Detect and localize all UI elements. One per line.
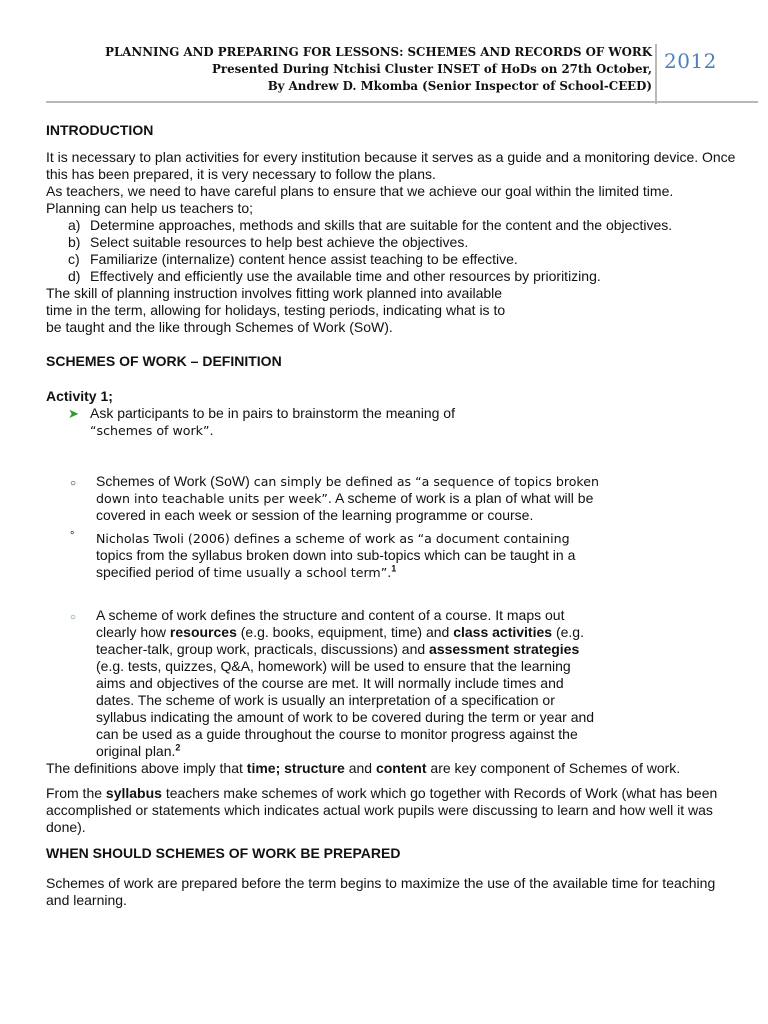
intro-para-1: It is necessary to plan activities for every institution because it serves as a guide and a monitoring device. Once this has been prepared, it is very necessary to follow the plans.: [46, 149, 736, 182]
activity-heading: Activity 1;: [46, 388, 113, 404]
list-item: [46, 268, 736, 285]
definition-bullet-3: ○ A scheme of work defines the structure and content of a course. It maps out clearly how resources (e.g. books, equipment, time) and class activities (e.g. teacher-talk, group work, practicals, discussions) and assessment strategies (e.g. tests, quizzes, Q&A, homework) will be used to ensure that the learning aims and objectives of the course are met. It will normally include times and dates. The scheme of work is usually an interpretation of a specification or syllabus indicating the amount of work to be covered during the term or year and can be used as a guide throughout the course to monitor progress against the original plan.$^2$: [70, 607, 595, 759]
planning-list: [46, 217, 736, 285]
when-paragraph: Schemes of work are prepared before the term begins to maximize the use of the available time for teaching and learning.: [46, 875, 716, 908]
intro-para-3: Planning can help us teachers to;: [46, 200, 254, 216]
list-item: [46, 251, 736, 268]
definition-bullet-2: ° Nicholas Twoli (2006) defines a scheme of work as “a document containing topics from the syllabus broken down into sub-topics which can be taught in a specified period of time usually a school term”.$^1$: [70, 530, 576, 580]
dot-bullet-icon: °: [70, 530, 75, 542]
circle-bullet-icon: ○: [70, 612, 77, 623]
document-header: [0, 44, 652, 95]
list-item-text: Select suitable resources to help best achieve the objectives.: [90, 234, 469, 250]
footnote-ref-2: 2: [175, 742, 181, 753]
activity-line-1: Ask participants to be in pairs to brainstorm the meaning of: [90, 405, 455, 421]
document-body: [46, 122, 736, 909]
definition-bullet-1: ○ Schemes of Work (SoW) can simply be defined as “a sequence of topics broken down into teachable units per week”. A scheme of work is a plan of what will be covered in each week or session of the learning programme or course.: [70, 473, 599, 523]
syllabus-paragraph: From the syllabus teachers make schemes of work which go together with Records of Work (what has been accomplished or statements which indicates actual work pupils were discussing to learn and how well it was done).: [46, 785, 718, 835]
list-item: [46, 217, 736, 234]
definition-heading: SCHEMES OF WORK – DEFINITION: [46, 353, 282, 369]
activity-bullet: [46, 405, 736, 439]
list-item-label: a): [68, 217, 81, 233]
list-item-text: Effectively and efficiently use the available time and other resources by prioritizing.: [90, 268, 601, 284]
header-author: By Andrew D. Mkomba (Senior Inspector of School-CEED): [267, 79, 652, 93]
implication-paragraph: The definitions above imply that time; structure and content are key component of Schemes of work.: [46, 760, 681, 776]
header-divider-horizontal: [46, 101, 758, 103]
skill-line-2: time in the term, allowing for holidays, testing periods, indicating what is to: [46, 302, 506, 318]
sow-term: Schemes of Work (SoW): [96, 473, 250, 489]
skill-line-1: The skill of planning instruction involves fitting work planned into available: [46, 285, 503, 301]
list-item-text: Determine approaches, methods and skills that are suitable for the content and the objectives.: [90, 217, 673, 233]
intro-para-2: As teachers, we need to have careful plans to ensure that we achieve our goal within the limited time.: [46, 183, 674, 199]
footnote-ref-1: 1: [391, 563, 397, 574]
header-title: PLANNING AND PREPARING FOR LESSONS: SCHEMES AND RECORDS OF WORK: [105, 45, 652, 59]
list-item-text: Familiarize (internalize) content hence assist teaching to be effective.: [90, 251, 518, 267]
activity-line-2: “schemes of work”.: [90, 423, 214, 438]
list-item-label: b): [68, 234, 81, 250]
when-heading: WHEN SHOULD SCHEMES OF WORK BE PREPARED: [46, 845, 401, 861]
list-item-label: c): [68, 251, 80, 267]
arrow-bullet-icon: ➤: [68, 406, 79, 421]
list-item-label: d): [68, 268, 81, 284]
skill-line-3: be taught and the like through Schemes of Work (SoW).: [46, 319, 393, 335]
header-presented: Presented During Ntchisi Cluster INSET of HoDs on 27th October,: [212, 62, 652, 76]
list-item: [46, 234, 736, 251]
header-year: 2012: [664, 49, 717, 73]
header-divider-vertical: [655, 44, 657, 104]
circle-bullet-icon: ○: [70, 478, 77, 489]
intro-heading: INTRODUCTION: [46, 122, 154, 138]
